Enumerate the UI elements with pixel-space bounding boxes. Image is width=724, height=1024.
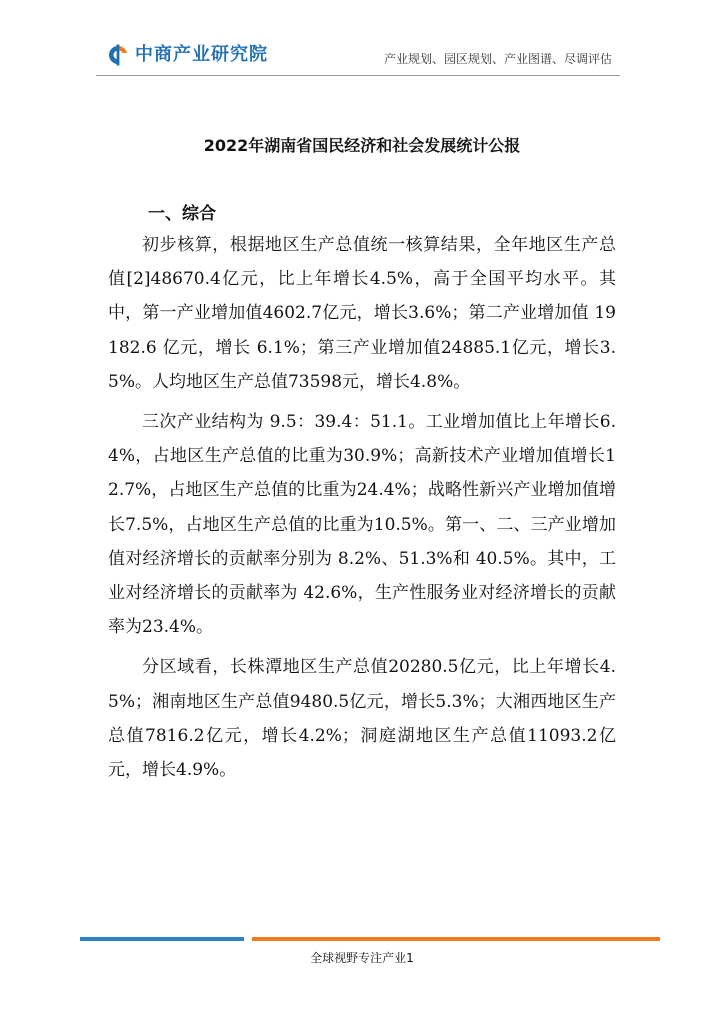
header-tagline: 产业规划、园区规划、产业图谱、尽调评估 xyxy=(383,52,612,66)
company-logo xyxy=(107,44,268,66)
footer-bar-blue xyxy=(80,937,244,941)
footer-text: 全球视野专注产业1 xyxy=(310,951,414,965)
page-header xyxy=(0,0,724,80)
document-body xyxy=(108,228,616,793)
document-title: 2022年湖南省国民经济和社会发展统计公报 xyxy=(203,136,521,155)
header-divider xyxy=(96,75,620,76)
logo-icon xyxy=(107,44,129,66)
paragraph-2: 三次产业结构为 9.5：39.4：51.1。工业增加值比上年增长6.4%，占地区生产总值的比重为30.9%；高新技术产业增加值增长12.7%，占地区生产总值的比重为24.4%；战略性新兴产业增加值增长7.5%，占地区生产总值的比重为10.5%。第一、二、三产业增加值对经济增长的贡献率分别为 8.2%、51.3%和 40.5%。其中，工业对经济增长的贡献率为 42.6%，生产性服务业对经济增长的贡献率为23.4%。 xyxy=(108,412,616,638)
footer-bar-orange xyxy=(252,937,660,941)
paragraph-1: 初步核算，根据地区生产总值统一核算结果，全年地区生产总值[2]48670.4亿元，比上年增长4.5%，高于全国平均水平。其中，第一产业增加值4602.7亿元，增长3.6%；第二产业增加值 19182.6 亿元，增长 6.1%；第三产业增加值24885.1亿元，增长3.5%。人均地区生产总值73598元，增长4.8%。 xyxy=(108,235,616,392)
paragraph-3: 分区域看，长株潭地区生产总值20280.5亿元，比上年增长4.5%；湘南地区生产总值9480.5亿元，增长5.3%；大湘西地区生产总值7816.2亿元，增长4.2%；洞庭湖地区生产总值11093.2亿元，增长4.9%。 xyxy=(108,657,616,781)
logo-text: 中商产业研究院 xyxy=(135,44,268,65)
section-heading: 一、综合 xyxy=(148,204,216,224)
